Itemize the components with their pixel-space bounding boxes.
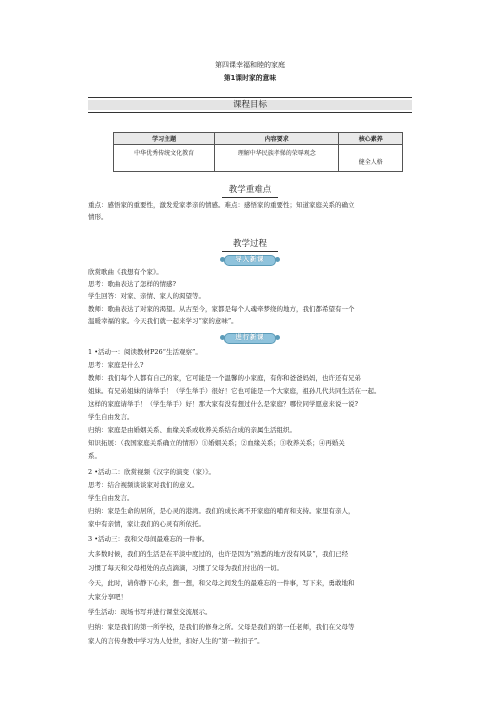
key-points-line: 重点：感悟家的重要性，激发爱家孝亲的情感。难点：感悟家的重要性；知道家庭关系的确立	[88, 201, 355, 209]
paragraph-line: 学生活动：现场书写并进行课堂交流展示。	[88, 608, 212, 616]
process-heading-wrap	[0, 237, 500, 252]
paragraph-line: 教师：歌曲表达了对家的渴望。从古至今，家都是每个人魂牵梦绕的地方，我们都希望有一个	[88, 305, 355, 313]
objectives-heading: 课程目标	[232, 100, 267, 110]
paragraph-line: 1 •活动一：阅读教材P26“生活观察”。	[88, 348, 202, 356]
heading-underline	[222, 197, 278, 198]
paragraph-line: 学生自由发言。	[88, 494, 134, 502]
paragraph-line: 温暖幸福的家。今天我们就一起来学习“家的意味”。	[88, 317, 238, 325]
section-title: 第1课时家的意味	[223, 74, 277, 82]
paragraph-line: 教师：我们每个人都有自己的家，它可能是一个温馨的小家庭，有你和爸爸妈妈，也许还有兄弟	[88, 374, 361, 382]
table-cell: 中华优秀传统文化教育	[114, 145, 215, 172]
paragraph-line: 家中有亲情，家让我们的心灵有所依托。	[88, 520, 205, 528]
paragraph-line: 学生回答：对家、亲情、家人的渴望等。	[88, 292, 205, 300]
paragraph-line: 归纳：家是生命的居所，是心灵的港湾。我们的成长离不开家庭的哺育和支持。家里有亲人，	[88, 507, 355, 515]
process-heading: 教学过程	[232, 239, 267, 249]
key-points-heading-wrap	[0, 183, 500, 198]
paragraph-line: 思考：结合视频谈谈家对我们的意义。	[88, 481, 199, 489]
paragraph-line: 3 •活动三：我和父母间最难忘的一件事。	[88, 535, 209, 543]
table-row	[114, 145, 403, 172]
paragraph-line: 思考：歌曲表达了怎样的情感?	[88, 280, 176, 288]
table-header-cell: 核心素养	[339, 133, 403, 145]
intro-badge-label: 导入新课	[235, 256, 265, 263]
key-points-line: 情形。	[88, 213, 108, 221]
objectives-table	[113, 132, 403, 172]
paragraph-line: 习惯了每天和父母相处的点点滴滴，习惯了父母为我们付出的一切。	[88, 564, 283, 572]
paragraph-line: 家人的言传身教中学习为人处世，扣好人生的“第一粒扣子”。	[88, 637, 264, 645]
key-points-heading: 教学重难点	[228, 185, 272, 195]
intro-badge	[220, 254, 280, 265]
paragraph-line: 思考：家庭是什么?	[88, 361, 144, 369]
paragraph-line: 姐妹。有兄弟姐妹的请举手！（学生举手）很好！它也可能是一个大家庭，祖孙几代共同生活在一起。	[88, 387, 381, 395]
table-cell: 健全人格	[339, 145, 403, 172]
paragraph-line: 欣赏歌曲《我想有个家》。	[88, 268, 163, 276]
table-header-cell: 内容要求	[215, 133, 339, 145]
paragraph-line: 今天，此时，请你静下心来，想一想，和父母之间发生的最难忘的一件事，写下来，勇敢地和	[88, 579, 355, 587]
table-header-row	[114, 133, 403, 145]
paragraph-line: 知识拓展：（我国家庭关系确立的情形）①婚姻关系；②血缘关系；③收养关系；④再婚关	[88, 439, 345, 447]
objectives-heading-bar	[88, 97, 412, 113]
table-header-cell: 学习主题	[114, 133, 215, 145]
paragraph-line: 大家分享吧！	[88, 593, 127, 601]
new-lesson-badge	[220, 332, 280, 343]
paragraph-line: 系。	[88, 452, 101, 460]
heading-underline	[222, 251, 278, 252]
paragraph-line: 大多数时候，我们的生活是在平淡中度过的，也许是因为“熟悉的地方没有风景”，我们已经	[88, 550, 349, 558]
lesson-title: 第四课幸福和睦的家庭	[215, 61, 285, 69]
paragraph-line: 归纳：家是我们的第一所学校，是我们的修身之所。父母是我们的第一任老师，我们在父母等	[88, 623, 355, 631]
paragraph-line: 2 •活动二：欣赏视频《汉字的演变（家）》。	[88, 468, 216, 476]
new-lesson-badge-label: 进行新课	[235, 334, 265, 341]
paragraph-line: 归纳：家庭是由婚姻关系、血缘关系或收养关系结合成的亲属生活组织。	[88, 426, 296, 434]
paragraph-line: 这样的家庭请举手！（学生举手）好！那大家有没有想过什么是家庭？哪位同学愿意来说一说?	[88, 400, 358, 408]
paragraph-line: 学生自由发言。	[88, 413, 134, 421]
table-cell: 理解中华民族孝悌的荣辱观念	[215, 145, 339, 172]
